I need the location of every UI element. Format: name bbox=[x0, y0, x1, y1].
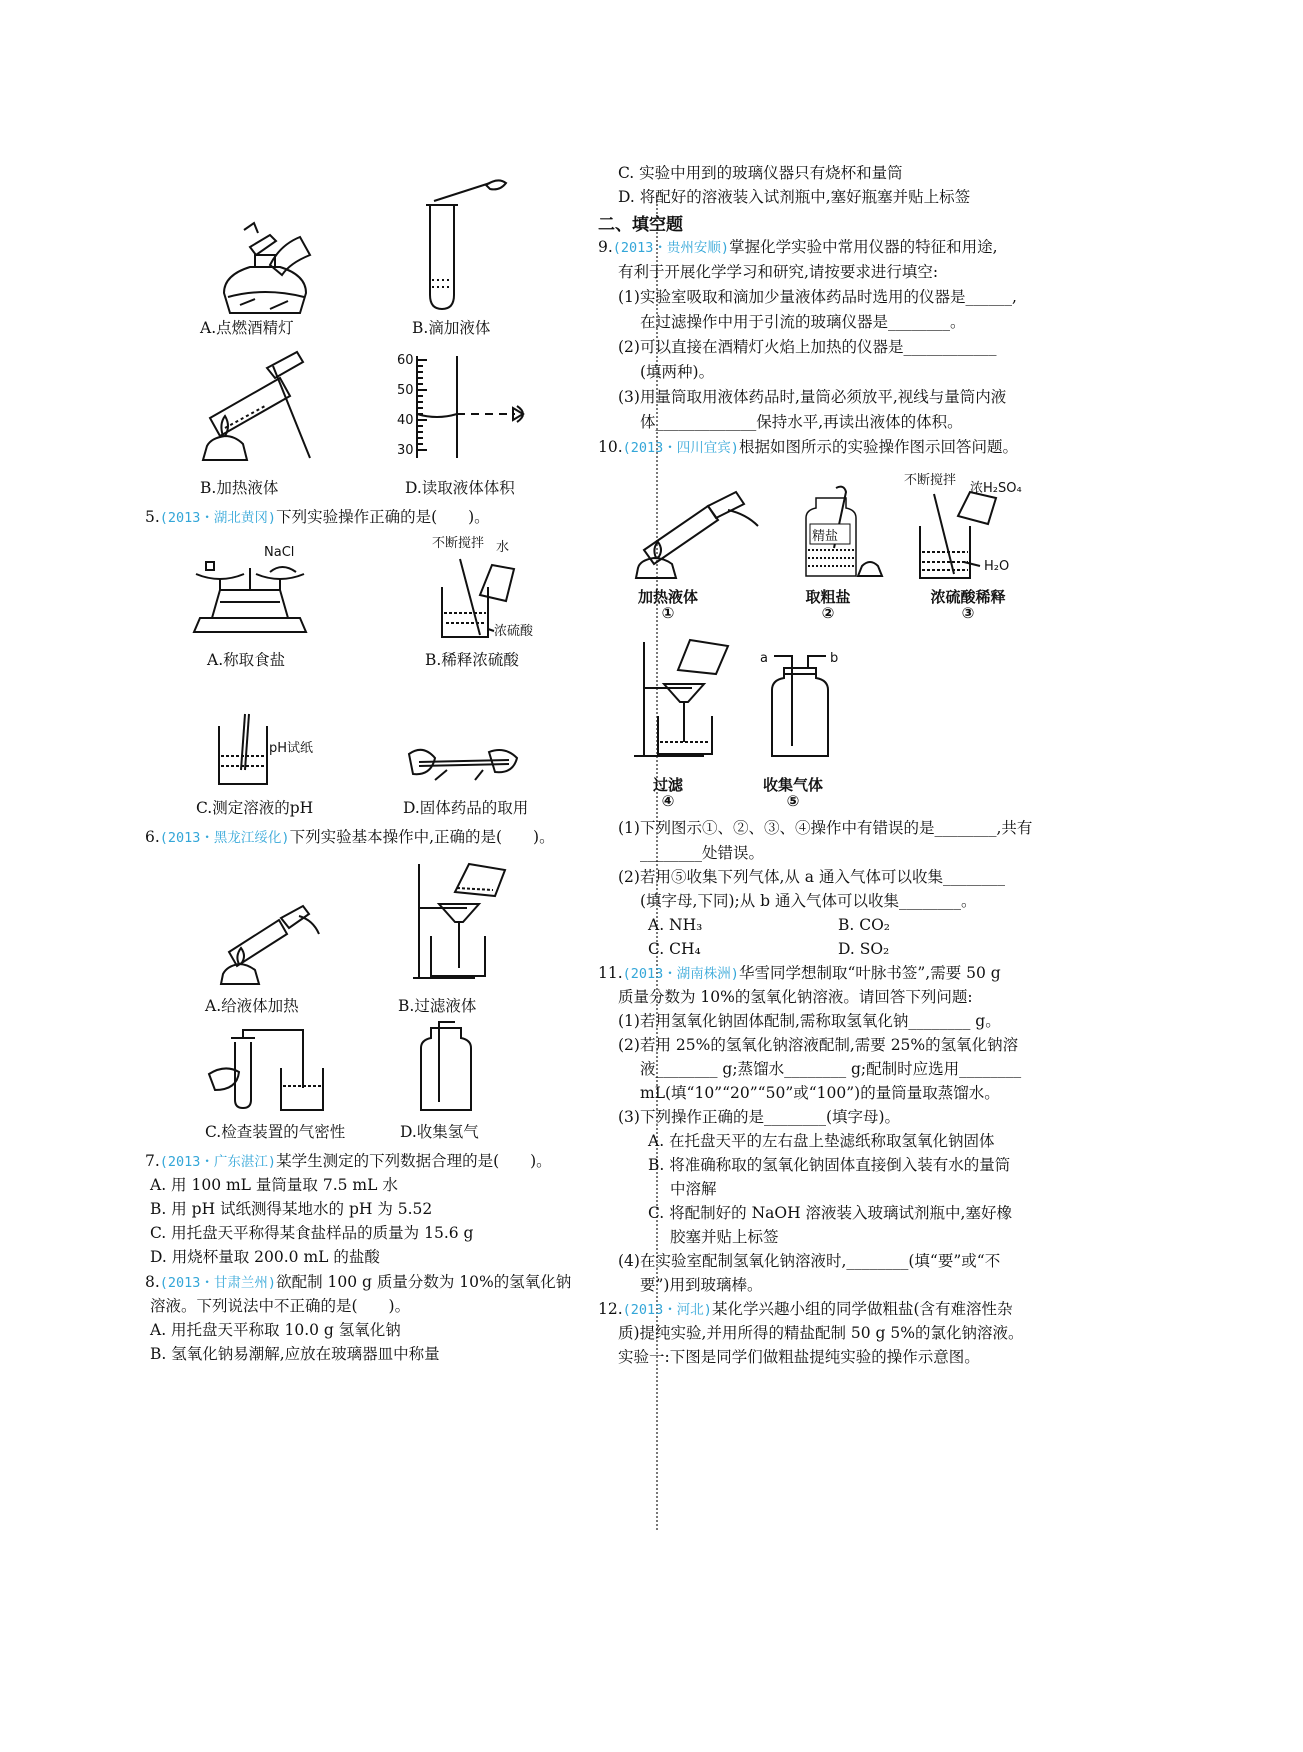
question-9 bbox=[598, 236, 998, 259]
figure-taking-solid bbox=[405, 740, 525, 785]
question-12 bbox=[598, 1298, 1013, 1321]
figure-10-collect bbox=[760, 648, 840, 758]
figure-reading-volume bbox=[397, 350, 540, 465]
figure-caption: 取粗盐 bbox=[805, 588, 851, 606]
question-stem: 某化学兴趣小组的同学做粗盐(含有难溶性杂 bbox=[711, 1300, 1013, 1318]
label-acid: 浓硫酸 bbox=[494, 624, 534, 639]
label-b: b bbox=[830, 651, 839, 666]
scale-60: 60 bbox=[397, 353, 414, 368]
figure-caption: B.加热液体 bbox=[200, 479, 279, 497]
question-stem: 华雪同学想制取“叶脉书签”,需要 50 g bbox=[738, 964, 1001, 982]
question-number: 7. bbox=[145, 1152, 160, 1170]
figure-ph-test bbox=[215, 712, 325, 787]
question-source: (2013・黑龙江绥化) bbox=[159, 830, 290, 846]
question-number: 5. bbox=[145, 508, 160, 526]
option-a: A. 用 100 mL 量筒量取 7.5 mL 水 bbox=[150, 1176, 398, 1194]
part-2-cont: 液________ g;蒸馏水________ g;配制时应选用________ bbox=[640, 1060, 1022, 1078]
label-stir: 不断搅拌 bbox=[432, 536, 485, 551]
question-7 bbox=[145, 1150, 552, 1173]
figure-number: ① bbox=[661, 604, 675, 622]
option-a: A. 在托盘天平的左右盘上垫滤纸称取氢氧化钠固体 bbox=[648, 1132, 995, 1150]
option-d: D. 用烧杯量取 200.0 mL 的盐酸 bbox=[150, 1248, 380, 1266]
figure-caption: B.滴加液体 bbox=[412, 319, 491, 337]
question-stem: 下列实验基本操作中,正确的是( )。 bbox=[289, 828, 555, 846]
question-source: (2013・四川宜宾) bbox=[622, 440, 739, 456]
question-source: (2013・湖北黄冈) bbox=[159, 510, 277, 526]
part-3: (3)用量筒取用液体药品时,量筒必须放平,视线与量筒内液 bbox=[618, 388, 1007, 406]
figure-lighting-alcohol-lamp bbox=[210, 225, 320, 320]
question-number: 9. bbox=[598, 238, 613, 256]
figure-number: ③ bbox=[961, 604, 975, 622]
figure-caption: B.稀释浓硫酸 bbox=[425, 651, 519, 669]
part-1: (1)若用氢氧化钠固体配制,需称取氢氧化钠________ g。 bbox=[618, 1012, 1001, 1030]
option-c: C. 将配制好的 NaOH 溶液装入玻璃试剂瓶中,塞好橡 bbox=[648, 1204, 1012, 1222]
question-stem: 掌握化学实验中常用仪器的特征和用途, bbox=[729, 238, 998, 256]
part-3: (3)下列操作正确的是________(填字母)。 bbox=[618, 1108, 901, 1126]
figure-caption: 加热液体 bbox=[637, 588, 698, 606]
figure-caption: C.检查装置的气密性 bbox=[205, 1123, 346, 1141]
label-h2o: H₂O bbox=[984, 559, 1010, 574]
part-4-cont: 要”)用到玻璃棒。 bbox=[640, 1276, 763, 1294]
figure-10-heating bbox=[628, 490, 768, 580]
figure-heating-liquid bbox=[195, 348, 330, 468]
question-stem-cont: 质量分数为 10%的氢氧化钠溶液。请回答下列问题: bbox=[618, 988, 973, 1006]
option-c: C. CH₄ bbox=[648, 940, 701, 958]
label-a: a bbox=[760, 651, 768, 666]
part-4: (4)在实验室配制氢氧化钠溶液时,________(填“要”或“不 bbox=[618, 1252, 1001, 1270]
figure-dropping-liquid bbox=[420, 175, 520, 315]
figure-caption: A.点燃酒精灯 bbox=[200, 319, 294, 337]
option-b: B. CO₂ bbox=[838, 916, 891, 934]
figure-heating-liquid-2 bbox=[215, 900, 325, 990]
figure-caption: A.称取食盐 bbox=[207, 651, 286, 669]
part-1-cont: ________处错误。 bbox=[640, 844, 765, 862]
question-stem-cont: 有利于开展化学学习和研究,请按要求进行填空: bbox=[618, 263, 939, 281]
part-2: (2)可以直接在酒精灯火焰上加热的仪器是____________ bbox=[618, 338, 997, 356]
scale-50: 50 bbox=[397, 383, 414, 398]
option-d: D. 将配好的溶液装入试剂瓶中,塞好瓶塞并贴上标签 bbox=[618, 188, 971, 206]
figure-caption: 过滤 bbox=[652, 776, 683, 794]
question-number: 10. bbox=[598, 438, 623, 456]
figure-collecting-hydrogen bbox=[415, 1022, 485, 1112]
part-2-cont: (填两种)。 bbox=[640, 363, 715, 381]
part-1: (1)下列图示①、②、③、④操作中有错误的是________,共有 bbox=[618, 819, 1033, 837]
question-6 bbox=[145, 826, 555, 849]
question-5 bbox=[145, 506, 490, 529]
option-c: C. 实验中用到的玻璃仪器只有烧杯和量筒 bbox=[618, 164, 903, 182]
question-11 bbox=[598, 962, 1001, 985]
part-2-cont: mL(填“10”“20”“50”或“100”)的量筒量取蒸馏水。 bbox=[640, 1084, 1000, 1102]
part-2: (2)若用 25%的氢氧化钠溶液配制,需要 25%的氢氧化钠溶 bbox=[618, 1036, 1019, 1054]
question-stem-cont: 质)提纯实验,并用所得的精盐配制 50 g 5%的氯化钠溶液。 bbox=[618, 1324, 1024, 1342]
part-3-cont: 体_____________保持水平,再读出液体的体积。 bbox=[640, 413, 963, 431]
label-ph-paper: pH试纸 bbox=[269, 741, 314, 756]
question-stem: 某学生测定的下列数据合理的是( )。 bbox=[276, 1152, 552, 1170]
option-c: C. 用托盘天平称得某食盐样品的质量为 15.6 g bbox=[150, 1224, 474, 1242]
figure-number: ④ bbox=[661, 792, 675, 810]
question-8 bbox=[145, 1271, 571, 1294]
question-number: 11. bbox=[598, 964, 623, 982]
question-number: 6. bbox=[145, 828, 160, 846]
figure-caption: C.测定溶液的pH bbox=[196, 799, 314, 817]
question-number: 12. bbox=[598, 1300, 623, 1318]
figure-caption: D.读取液体体积 bbox=[405, 479, 515, 497]
part-1: (1)实验室吸取和滴加少量液体药品时选用的仪器是______, bbox=[618, 288, 1017, 306]
option-b-cont: 中溶解 bbox=[670, 1180, 717, 1198]
figure-filtering bbox=[405, 860, 520, 985]
option-a: A. 用托盘天平称取 10.0 g 氢氧化钠 bbox=[150, 1321, 401, 1339]
question-stem: 根据如图所示的实验操作图示回答问题。 bbox=[738, 438, 1018, 456]
figure-diluting-acid bbox=[432, 535, 542, 645]
option-b: B. 将准确称取的氢氧化钠固体直接倒入装有水的量筒 bbox=[648, 1156, 1011, 1174]
scale-40: 40 bbox=[397, 413, 414, 428]
question-stem: 欲配制 100 g 质量分数为 10%的氢氧化钠 bbox=[276, 1273, 572, 1291]
question-stem-cont: 溶液。下列说法中不正确的是( )。 bbox=[150, 1297, 411, 1315]
figure-airtightness bbox=[205, 1028, 330, 1113]
question-10 bbox=[598, 436, 1018, 459]
figure-weighing-salt bbox=[190, 540, 310, 635]
label-h2so4: 浓H₂SO₄ bbox=[970, 481, 1022, 496]
part-1-cont: 在过滤操作中用于引流的玻璃仪器是________。 bbox=[640, 313, 966, 331]
label-stir: 不断搅拌 bbox=[904, 473, 957, 488]
figure-number: ⑤ bbox=[786, 792, 800, 810]
figure-caption: 收集气体 bbox=[762, 776, 823, 794]
question-source: (2013・贵州安顺) bbox=[612, 240, 730, 256]
option-b: B. 氢氧化钠易潮解,应放在玻璃器皿中称量 bbox=[150, 1345, 440, 1363]
label-salt: 精盐 bbox=[812, 529, 839, 544]
figure-10-salt bbox=[800, 488, 890, 583]
part-2-cont: (填字母,下同);从 b 通入气体可以收集________。 bbox=[640, 892, 977, 910]
section-heading: 二、填空题 bbox=[598, 215, 683, 235]
question-source: (2013・广东湛江) bbox=[159, 1154, 277, 1170]
question-source: (2013・湖南株洲) bbox=[622, 966, 739, 982]
figure-caption: 浓硫酸稀释 bbox=[930, 588, 1006, 606]
option-d: D. SO₂ bbox=[838, 940, 890, 958]
option-a: A. NH₃ bbox=[648, 916, 703, 934]
question-source: (2013・河北) bbox=[622, 1302, 712, 1318]
question-stem-cont: 实验一:下图是同学们做粗盐提纯实验的操作示意图。 bbox=[618, 1348, 980, 1366]
part-2: (2)若用⑤收集下列气体,从 a 通入气体可以收集________ bbox=[618, 868, 1005, 886]
figure-number: ② bbox=[821, 604, 835, 622]
label-nacl: NaCl bbox=[264, 545, 295, 560]
figure-caption: D.收集氢气 bbox=[400, 1123, 479, 1141]
question-source: (2013・甘肃兰州) bbox=[159, 1275, 277, 1291]
figure-caption: D.固体药品的取用 bbox=[403, 799, 529, 817]
question-stem: 下列实验操作正确的是( )。 bbox=[276, 508, 490, 526]
scale-30: 30 bbox=[397, 443, 414, 458]
question-number: 8. bbox=[145, 1273, 160, 1291]
option-c-cont: 胶塞并贴上标签 bbox=[670, 1228, 779, 1246]
label-water: 水 bbox=[496, 540, 510, 555]
figure-10-dilution bbox=[900, 470, 1035, 585]
option-b: B. 用 pH 试纸测得某地水的 pH 为 5.52 bbox=[150, 1200, 433, 1218]
figure-10-filter bbox=[628, 632, 743, 762]
figure-caption: B.过滤液体 bbox=[398, 997, 477, 1015]
figure-caption: A.给液体加热 bbox=[205, 997, 299, 1015]
